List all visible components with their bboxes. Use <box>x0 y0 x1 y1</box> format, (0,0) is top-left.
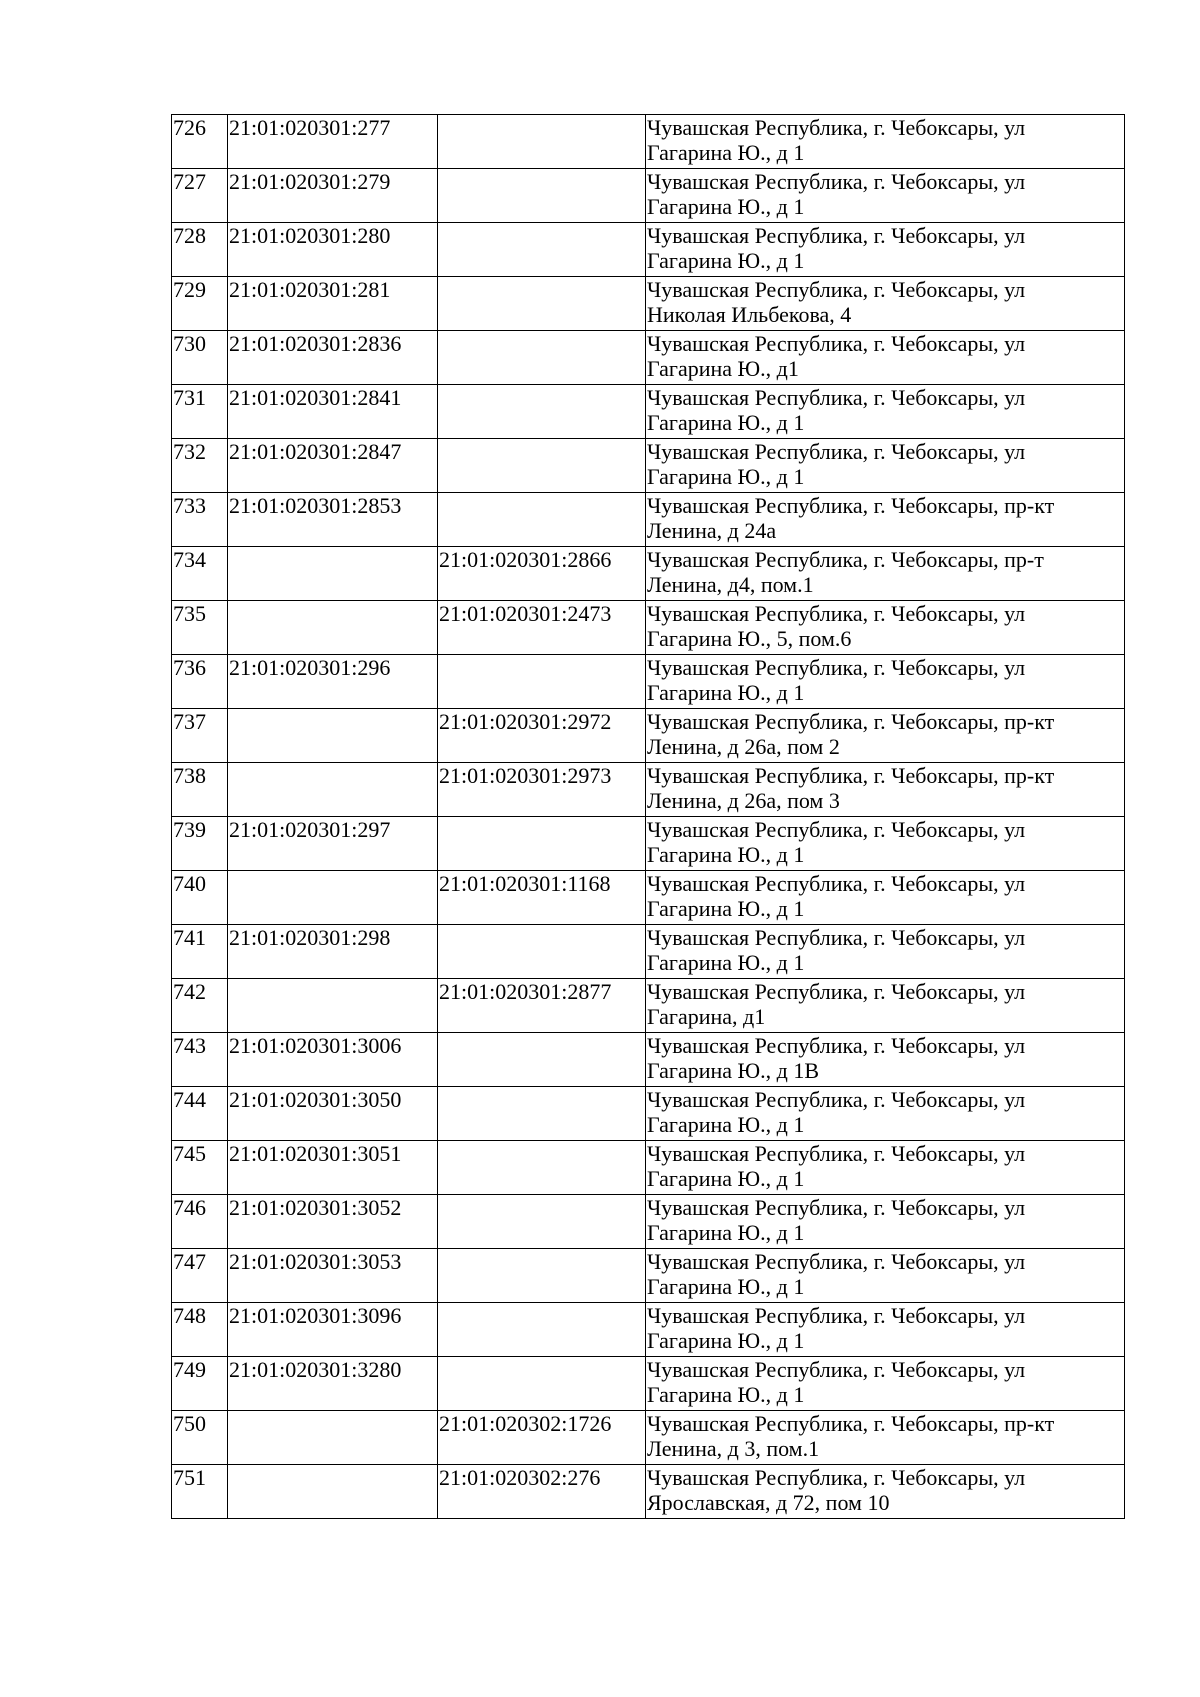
address-cell <box>646 1249 1125 1303</box>
object-number-cell <box>438 1141 646 1195</box>
address-line: Чувашская Республика, г. Чебоксары, пр-кт <box>647 763 1055 788</box>
row-number-cell: 736 <box>172 655 228 709</box>
parcel-number-cell: 21:01:020301:2853 <box>228 493 438 547</box>
table-row <box>172 1465 1125 1519</box>
address-cell <box>646 1357 1125 1411</box>
parcel-number-cell: 21:01:020301:3051 <box>228 1141 438 1195</box>
address-line: Чувашская Республика, г. Чебоксары, пр-кт <box>647 493 1055 518</box>
address-line: Гагарина Ю., д 1 <box>647 140 805 165</box>
address-cell <box>646 1411 1125 1465</box>
object-number-cell: 21:01:020302:276 <box>438 1465 646 1519</box>
address-line: Ярославская, д 72, пом 10 <box>647 1490 890 1515</box>
row-number-cell: 745 <box>172 1141 228 1195</box>
object-number-cell <box>438 1033 646 1087</box>
row-number-cell: 729 <box>172 277 228 331</box>
object-number-cell <box>438 1249 646 1303</box>
address-cell <box>646 1087 1125 1141</box>
registry-table <box>171 114 1125 1519</box>
object-number-cell <box>438 385 646 439</box>
address-cell <box>646 709 1125 763</box>
table-row <box>172 763 1125 817</box>
address-line: Ленина, д 26а, пом 2 <box>647 734 840 759</box>
address-line: Гагарина Ю., д 1В <box>647 1058 820 1083</box>
address-cell <box>646 655 1125 709</box>
object-number-cell <box>438 925 646 979</box>
address-line: Чувашская Республика, г. Чебоксары, ул <box>647 277 1026 302</box>
address-line: Чувашская Республика, г. Чебоксары, ул <box>647 1249 1026 1274</box>
address-cell <box>646 385 1125 439</box>
object-number-cell <box>438 1357 646 1411</box>
address-line: Чувашская Республика, г. Чебоксары, ул <box>647 1033 1026 1058</box>
parcel-number-cell <box>228 763 438 817</box>
address-line: Ленина, д4, пом.1 <box>647 572 814 597</box>
table-row <box>172 547 1125 601</box>
table-row <box>172 1357 1125 1411</box>
parcel-number-cell: 21:01:020301:277 <box>228 115 438 169</box>
address-line: Чувашская Республика, г. Чебоксары, ул <box>647 385 1026 410</box>
row-number-cell: 740 <box>172 871 228 925</box>
object-number-cell: 21:01:020301:2973 <box>438 763 646 817</box>
address-cell <box>646 1033 1125 1087</box>
table-row <box>172 1033 1125 1087</box>
table-row <box>172 1249 1125 1303</box>
object-number-cell <box>438 1087 646 1141</box>
address-line: Гагарина Ю., д 1 <box>647 248 805 273</box>
address-cell <box>646 601 1125 655</box>
table-row <box>172 925 1125 979</box>
parcel-number-cell: 21:01:020301:280 <box>228 223 438 277</box>
row-number-cell: 739 <box>172 817 228 871</box>
address-line: Гагарина Ю., д 1 <box>647 1220 805 1245</box>
address-line: Чувашская Республика, г. Чебоксары, пр-т <box>647 547 1044 572</box>
table-row <box>172 1141 1125 1195</box>
object-number-cell <box>438 817 646 871</box>
table-row <box>172 493 1125 547</box>
object-number-cell <box>438 331 646 385</box>
address-line: Гагарина Ю., д1 <box>647 356 799 381</box>
object-number-cell <box>438 223 646 277</box>
row-number-cell: 726 <box>172 115 228 169</box>
table-row <box>172 115 1125 169</box>
parcel-number-cell: 21:01:020301:2847 <box>228 439 438 493</box>
row-number-cell: 733 <box>172 493 228 547</box>
row-number-cell: 748 <box>172 1303 228 1357</box>
address-cell <box>646 493 1125 547</box>
address-line: Гагарина Ю., д 1 <box>647 1112 805 1137</box>
table-row <box>172 1411 1125 1465</box>
address-line: Гагарина, д1 <box>647 1004 766 1029</box>
address-cell <box>646 547 1125 601</box>
table-row <box>172 331 1125 385</box>
address-line: Гагарина Ю., д 1 <box>647 1328 805 1353</box>
parcel-number-cell <box>228 871 438 925</box>
address-line: Гагарина Ю., д 1 <box>647 1274 805 1299</box>
object-number-cell: 21:01:020301:2473 <box>438 601 646 655</box>
address-line: Гагарина Ю., д 1 <box>647 896 805 921</box>
parcel-number-cell: 21:01:020301:279 <box>228 169 438 223</box>
address-line: Чувашская Республика, г. Чебоксары, ул <box>647 979 1026 1004</box>
parcel-number-cell: 21:01:020301:281 <box>228 277 438 331</box>
parcel-number-cell <box>228 1465 438 1519</box>
address-line: Гагарина Ю., д 1 <box>647 680 805 705</box>
address-cell <box>646 1303 1125 1357</box>
address-line: Чувашская Республика, г. Чебоксары, ул <box>647 817 1026 842</box>
row-number-cell: 728 <box>172 223 228 277</box>
row-number-cell: 731 <box>172 385 228 439</box>
table-row <box>172 385 1125 439</box>
object-number-cell: 21:01:020302:1726 <box>438 1411 646 1465</box>
table-row <box>172 709 1125 763</box>
address-line: Ленина, д 26а, пом 3 <box>647 788 840 813</box>
parcel-number-cell: 21:01:020301:2841 <box>228 385 438 439</box>
table-row <box>172 1303 1125 1357</box>
parcel-number-cell: 21:01:020301:296 <box>228 655 438 709</box>
address-line: Чувашская Республика, г. Чебоксары, ул <box>647 115 1026 140</box>
table-row <box>172 817 1125 871</box>
address-line: Гагарина Ю., д 1 <box>647 842 805 867</box>
object-number-cell: 21:01:020301:1168 <box>438 871 646 925</box>
object-number-cell <box>438 1303 646 1357</box>
address-line: Гагарина Ю., 5, пом.6 <box>647 626 852 651</box>
row-number-cell: 734 <box>172 547 228 601</box>
address-line: Чувашская Республика, г. Чебоксары, ул <box>647 871 1026 896</box>
row-number-cell: 742 <box>172 979 228 1033</box>
object-number-cell <box>438 277 646 331</box>
address-cell <box>646 1141 1125 1195</box>
address-line: Гагарина Ю., д 1 <box>647 194 805 219</box>
object-number-cell <box>438 1195 646 1249</box>
address-line: Чувашская Республика, г. Чебоксары, ул <box>647 331 1026 356</box>
address-line: Чувашская Республика, г. Чебоксары, ул <box>647 223 1026 248</box>
address-line: Чувашская Республика, г. Чебоксары, ул <box>647 1141 1026 1166</box>
parcel-number-cell <box>228 601 438 655</box>
address-line: Чувашская Республика, г. Чебоксары, ул <box>647 169 1026 194</box>
table-row <box>172 223 1125 277</box>
table-row <box>172 655 1125 709</box>
row-number-cell: 749 <box>172 1357 228 1411</box>
parcel-number-cell: 21:01:020301:298 <box>228 925 438 979</box>
table-row <box>172 601 1125 655</box>
row-number-cell: 738 <box>172 763 228 817</box>
row-number-cell: 735 <box>172 601 228 655</box>
address-line: Гагарина Ю., д 1 <box>647 1382 805 1407</box>
parcel-number-cell <box>228 1411 438 1465</box>
parcel-number-cell: 21:01:020301:3052 <box>228 1195 438 1249</box>
address-cell <box>646 1465 1125 1519</box>
registry-table-body <box>172 115 1125 1519</box>
address-line: Гагарина Ю., д 1 <box>647 1166 805 1191</box>
address-cell <box>646 169 1125 223</box>
parcel-number-cell: 21:01:020301:2836 <box>228 331 438 385</box>
address-cell <box>646 223 1125 277</box>
parcel-number-cell <box>228 709 438 763</box>
address-line: Николая Ильбекова, 4 <box>647 302 852 327</box>
address-cell <box>646 1195 1125 1249</box>
address-cell <box>646 763 1125 817</box>
object-number-cell <box>438 439 646 493</box>
object-number-cell <box>438 655 646 709</box>
table-row <box>172 169 1125 223</box>
row-number-cell: 744 <box>172 1087 228 1141</box>
row-number-cell: 746 <box>172 1195 228 1249</box>
address-line: Ленина, д 24а <box>647 518 777 543</box>
address-line: Чувашская Республика, г. Чебоксары, ул <box>647 1195 1026 1220</box>
parcel-number-cell: 21:01:020301:3096 <box>228 1303 438 1357</box>
table-row <box>172 871 1125 925</box>
parcel-number-cell: 21:01:020301:3053 <box>228 1249 438 1303</box>
address-line: Чувашская Республика, г. Чебоксары, ул <box>647 601 1026 626</box>
address-cell <box>646 871 1125 925</box>
row-number-cell: 737 <box>172 709 228 763</box>
address-line: Ленина, д 3, пом.1 <box>647 1436 820 1461</box>
address-line: Чувашская Республика, г. Чебоксары, ул <box>647 1357 1026 1382</box>
object-number-cell <box>438 115 646 169</box>
address-line: Чувашская Республика, г. Чебоксары, ул <box>647 1465 1026 1490</box>
parcel-number-cell <box>228 547 438 601</box>
parcel-number-cell: 21:01:020301:3280 <box>228 1357 438 1411</box>
address-line: Чувашская Республика, г. Чебоксары, пр-кт <box>647 1411 1055 1436</box>
parcel-number-cell: 21:01:020301:297 <box>228 817 438 871</box>
object-number-cell: 21:01:020301:2972 <box>438 709 646 763</box>
row-number-cell: 751 <box>172 1465 228 1519</box>
object-number-cell: 21:01:020301:2866 <box>438 547 646 601</box>
parcel-number-cell: 21:01:020301:3050 <box>228 1087 438 1141</box>
address-line: Гагарина Ю., д 1 <box>647 950 805 975</box>
parcel-number-cell <box>228 979 438 1033</box>
address-line: Чувашская Республика, г. Чебоксары, ул <box>647 925 1026 950</box>
address-cell <box>646 439 1125 493</box>
address-line: Чувашская Республика, г. Чебоксары, ул <box>647 1087 1026 1112</box>
address-line: Чувашская Республика, г. Чебоксары, ул <box>647 439 1026 464</box>
address-cell <box>646 115 1125 169</box>
parcel-number-cell: 21:01:020301:3006 <box>228 1033 438 1087</box>
address-line: Чувашская Республика, г. Чебоксары, ул <box>647 1303 1026 1328</box>
row-number-cell: 727 <box>172 169 228 223</box>
table-row <box>172 439 1125 493</box>
address-line: Чувашская Республика, г. Чебоксары, пр-кт <box>647 709 1055 734</box>
row-number-cell: 741 <box>172 925 228 979</box>
row-number-cell: 747 <box>172 1249 228 1303</box>
table-row <box>172 1195 1125 1249</box>
address-line: Чувашская Республика, г. Чебоксары, ул <box>647 655 1026 680</box>
address-cell <box>646 331 1125 385</box>
address-cell <box>646 925 1125 979</box>
table-row <box>172 1087 1125 1141</box>
table-row <box>172 277 1125 331</box>
address-cell <box>646 277 1125 331</box>
object-number-cell: 21:01:020301:2877 <box>438 979 646 1033</box>
table-row <box>172 979 1125 1033</box>
object-number-cell <box>438 493 646 547</box>
address-cell <box>646 979 1125 1033</box>
address-line: Гагарина Ю., д 1 <box>647 464 805 489</box>
row-number-cell: 730 <box>172 331 228 385</box>
row-number-cell: 732 <box>172 439 228 493</box>
address-line: Гагарина Ю., д 1 <box>647 410 805 435</box>
row-number-cell: 750 <box>172 1411 228 1465</box>
row-number-cell: 743 <box>172 1033 228 1087</box>
address-cell <box>646 817 1125 871</box>
object-number-cell <box>438 169 646 223</box>
